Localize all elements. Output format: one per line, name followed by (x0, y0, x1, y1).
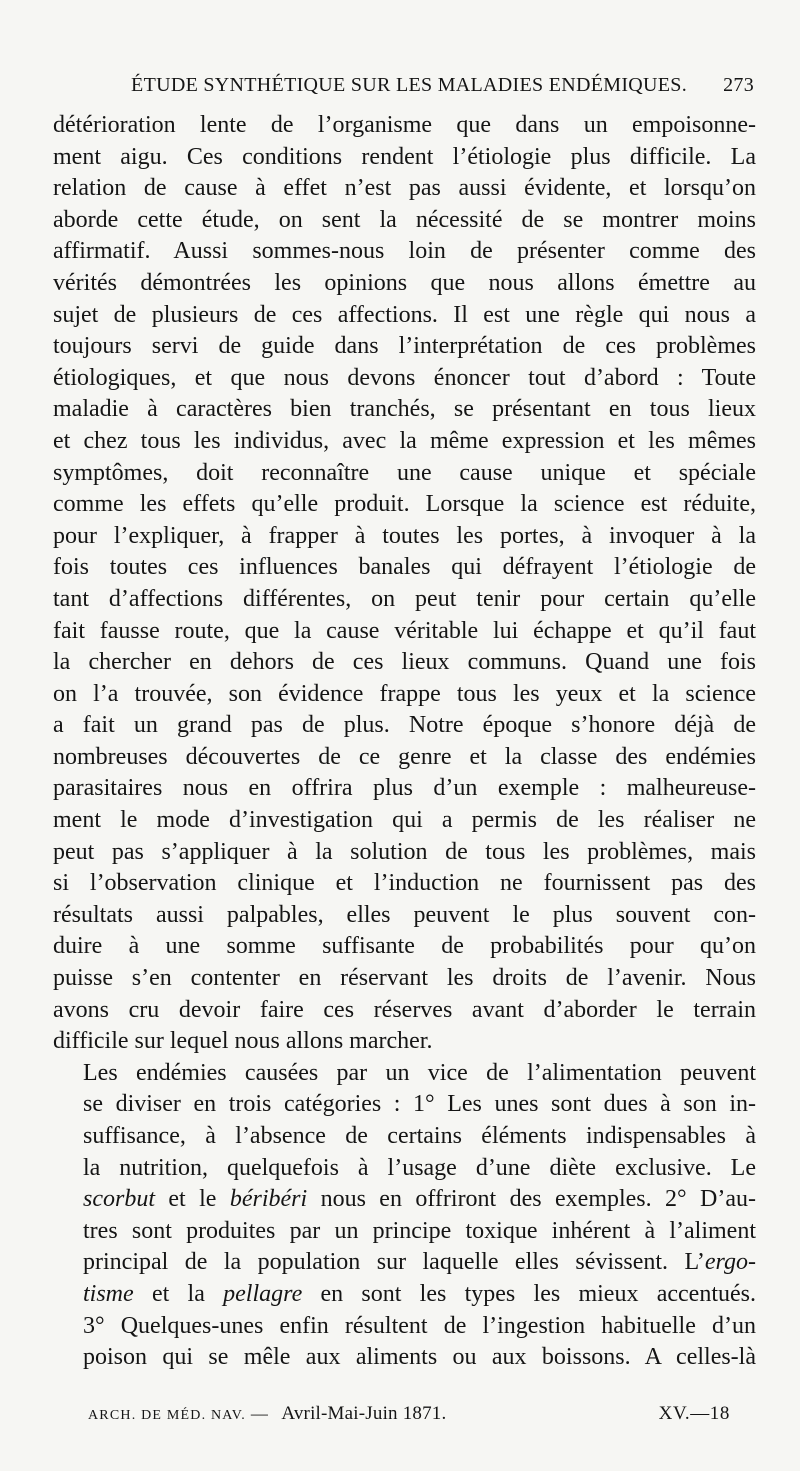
text-run: et la (133, 1280, 224, 1307)
running-title: ÉTUDE SYNTHÉTIQUE SUR LES MALADIES ENDÉMIQUES. (131, 74, 688, 96)
text-run: principal de la population sur laquelle elles sévissent. L’ (83, 1249, 705, 1276)
text-line: fois toutes ces influences banales qui défrayent l’étiologie de (53, 554, 756, 581)
term-scorbut: scorbut (83, 1186, 155, 1213)
text-line: la nutrition, quelquefois à l’usage d’une diète exclusive. Le (83, 1154, 756, 1181)
text-run: nous en offriront des exemples. 2° D’au- (307, 1186, 757, 1213)
journal-abbrev: ARCH. DE MÉD. NAV. (88, 1408, 246, 1423)
text-line: a fait un grand pas de plus. Notre époque s’honore déjà de (53, 712, 756, 739)
text-line: Les endémies causées par un vice de l’alimentation peuvent (83, 1059, 756, 1086)
text-line: la chercher en dehors de ces lieux communs. Quand une fois (53, 649, 756, 676)
issue-date: Avril-Mai-Juin 1871. (281, 1403, 447, 1424)
text-line: sujet de plusieurs de ces affections. Il est une règle qui nous a (53, 301, 756, 328)
footer-dash: — (250, 1404, 269, 1423)
text-line: ment aigu. Ces conditions rendent l’étiologie plus difficile. La (53, 143, 756, 170)
body-text (53, 110, 756, 1374)
text-line: étiologiques, et que nous devons énoncer tout d’abord : Toute (53, 364, 756, 391)
text-line: aborde cette étude, on sent la nécessité de se montrer moins (53, 206, 756, 233)
text-line: maladie à caractères bien tranchés, se présentant en tous lieux (53, 396, 756, 423)
text-line: ment le mode d’investigation qui a permis de les réaliser ne (53, 807, 756, 834)
text-line: parasitaires nous en offrira plus d’un exemple : malheureuse- (53, 775, 756, 802)
text-line: se diviser en trois catégories : 1° Les unes sont dues à son in- (83, 1091, 756, 1118)
text-run: en sont les types les mieux accentués. (302, 1280, 756, 1307)
term-ergotisme-part1: ergo- (704, 1249, 756, 1276)
text-line: affirmatif. Aussi sommes-nous loin de présenter comme des (53, 238, 756, 265)
text-run: et le (155, 1186, 230, 1213)
text-line: 3° Quelques-unes enfin résultent de l’ingestion habituelle d’un (83, 1312, 756, 1339)
text-line: poison qui se mêle aux aliments ou aux boissons. A celles-là (83, 1344, 756, 1371)
page-number: 273 (723, 74, 754, 96)
text-line: comme les effets qu’elle produit. Lorsque la science est réduite, (53, 491, 756, 518)
text-line: détérioration lente de l’organisme que dans un empoisonne- (53, 112, 756, 138)
text-line: résultats aussi palpables, elles peuvent le plus souvent con- (53, 901, 756, 928)
text-line: si l’observation clinique et l’induction ne fournissent pas des (53, 870, 756, 897)
text-line (53, 1247, 756, 1279)
text-line: duire à une somme suffisante de probabilités pour qu’on (53, 933, 756, 960)
text-line: tant d’affections différentes, on peut tenir pour certain qu’elle (53, 585, 756, 612)
text-line: relation de cause à effet n’est pas aussi évidente, et lorsqu’on (53, 175, 756, 202)
text-line (53, 1279, 756, 1311)
signature-mark: XV.—18 (658, 1403, 730, 1424)
text-line: symptômes, doit reconnaître une cause unique et spéciale (53, 459, 756, 486)
footer-left (88, 1403, 446, 1425)
text-line: nombreuses découvertes de ce genre et la classe des endémies (53, 743, 756, 770)
text-line: toujours servi de guide dans l’interprétation de ces problèmes (53, 333, 756, 360)
text-line: pour l’expliquer, à frapper à toutes les portes, à invoquer à la (53, 522, 756, 549)
paragraph-1 (53, 110, 756, 1058)
text-line: et chez tous les individus, avec la même expression et les mêmes (53, 427, 756, 454)
term-pellagre: pellagre (223, 1280, 303, 1307)
text-line: vérités démontrées les opinions que nous allons émettre au (53, 269, 756, 296)
paragraph-2 (53, 1058, 756, 1374)
text-line (53, 1184, 756, 1216)
text-line: suffisance, à l’absence de certains éléments indispensables à (83, 1123, 756, 1149)
term-beriberi: béribéri (229, 1186, 308, 1213)
text-line: difficile sur lequel nous allons marcher. (53, 1028, 433, 1055)
text-line: fait fausse route, que la cause véritable lui échappe et qu’il faut (53, 617, 756, 644)
text-line: avons cru devoir faire ces réserves avant d’aborder le terrain (53, 996, 756, 1023)
page-footer (88, 1403, 730, 1425)
text-line: tres sont produites par un principe toxique inhérent à l’aliment (83, 1217, 756, 1244)
text-line: on l’a trouvée, son évidence frappe tous les yeux et la science (53, 680, 756, 707)
text-line: peut pas s’appliquer à la solution de tous les problèmes, mais (53, 838, 756, 865)
running-head (55, 74, 754, 97)
term-ergotisme-part2: tisme (83, 1280, 134, 1307)
text-line: puisse s’en contenter en réservant les droits de l’avenir. Nous (53, 965, 756, 992)
